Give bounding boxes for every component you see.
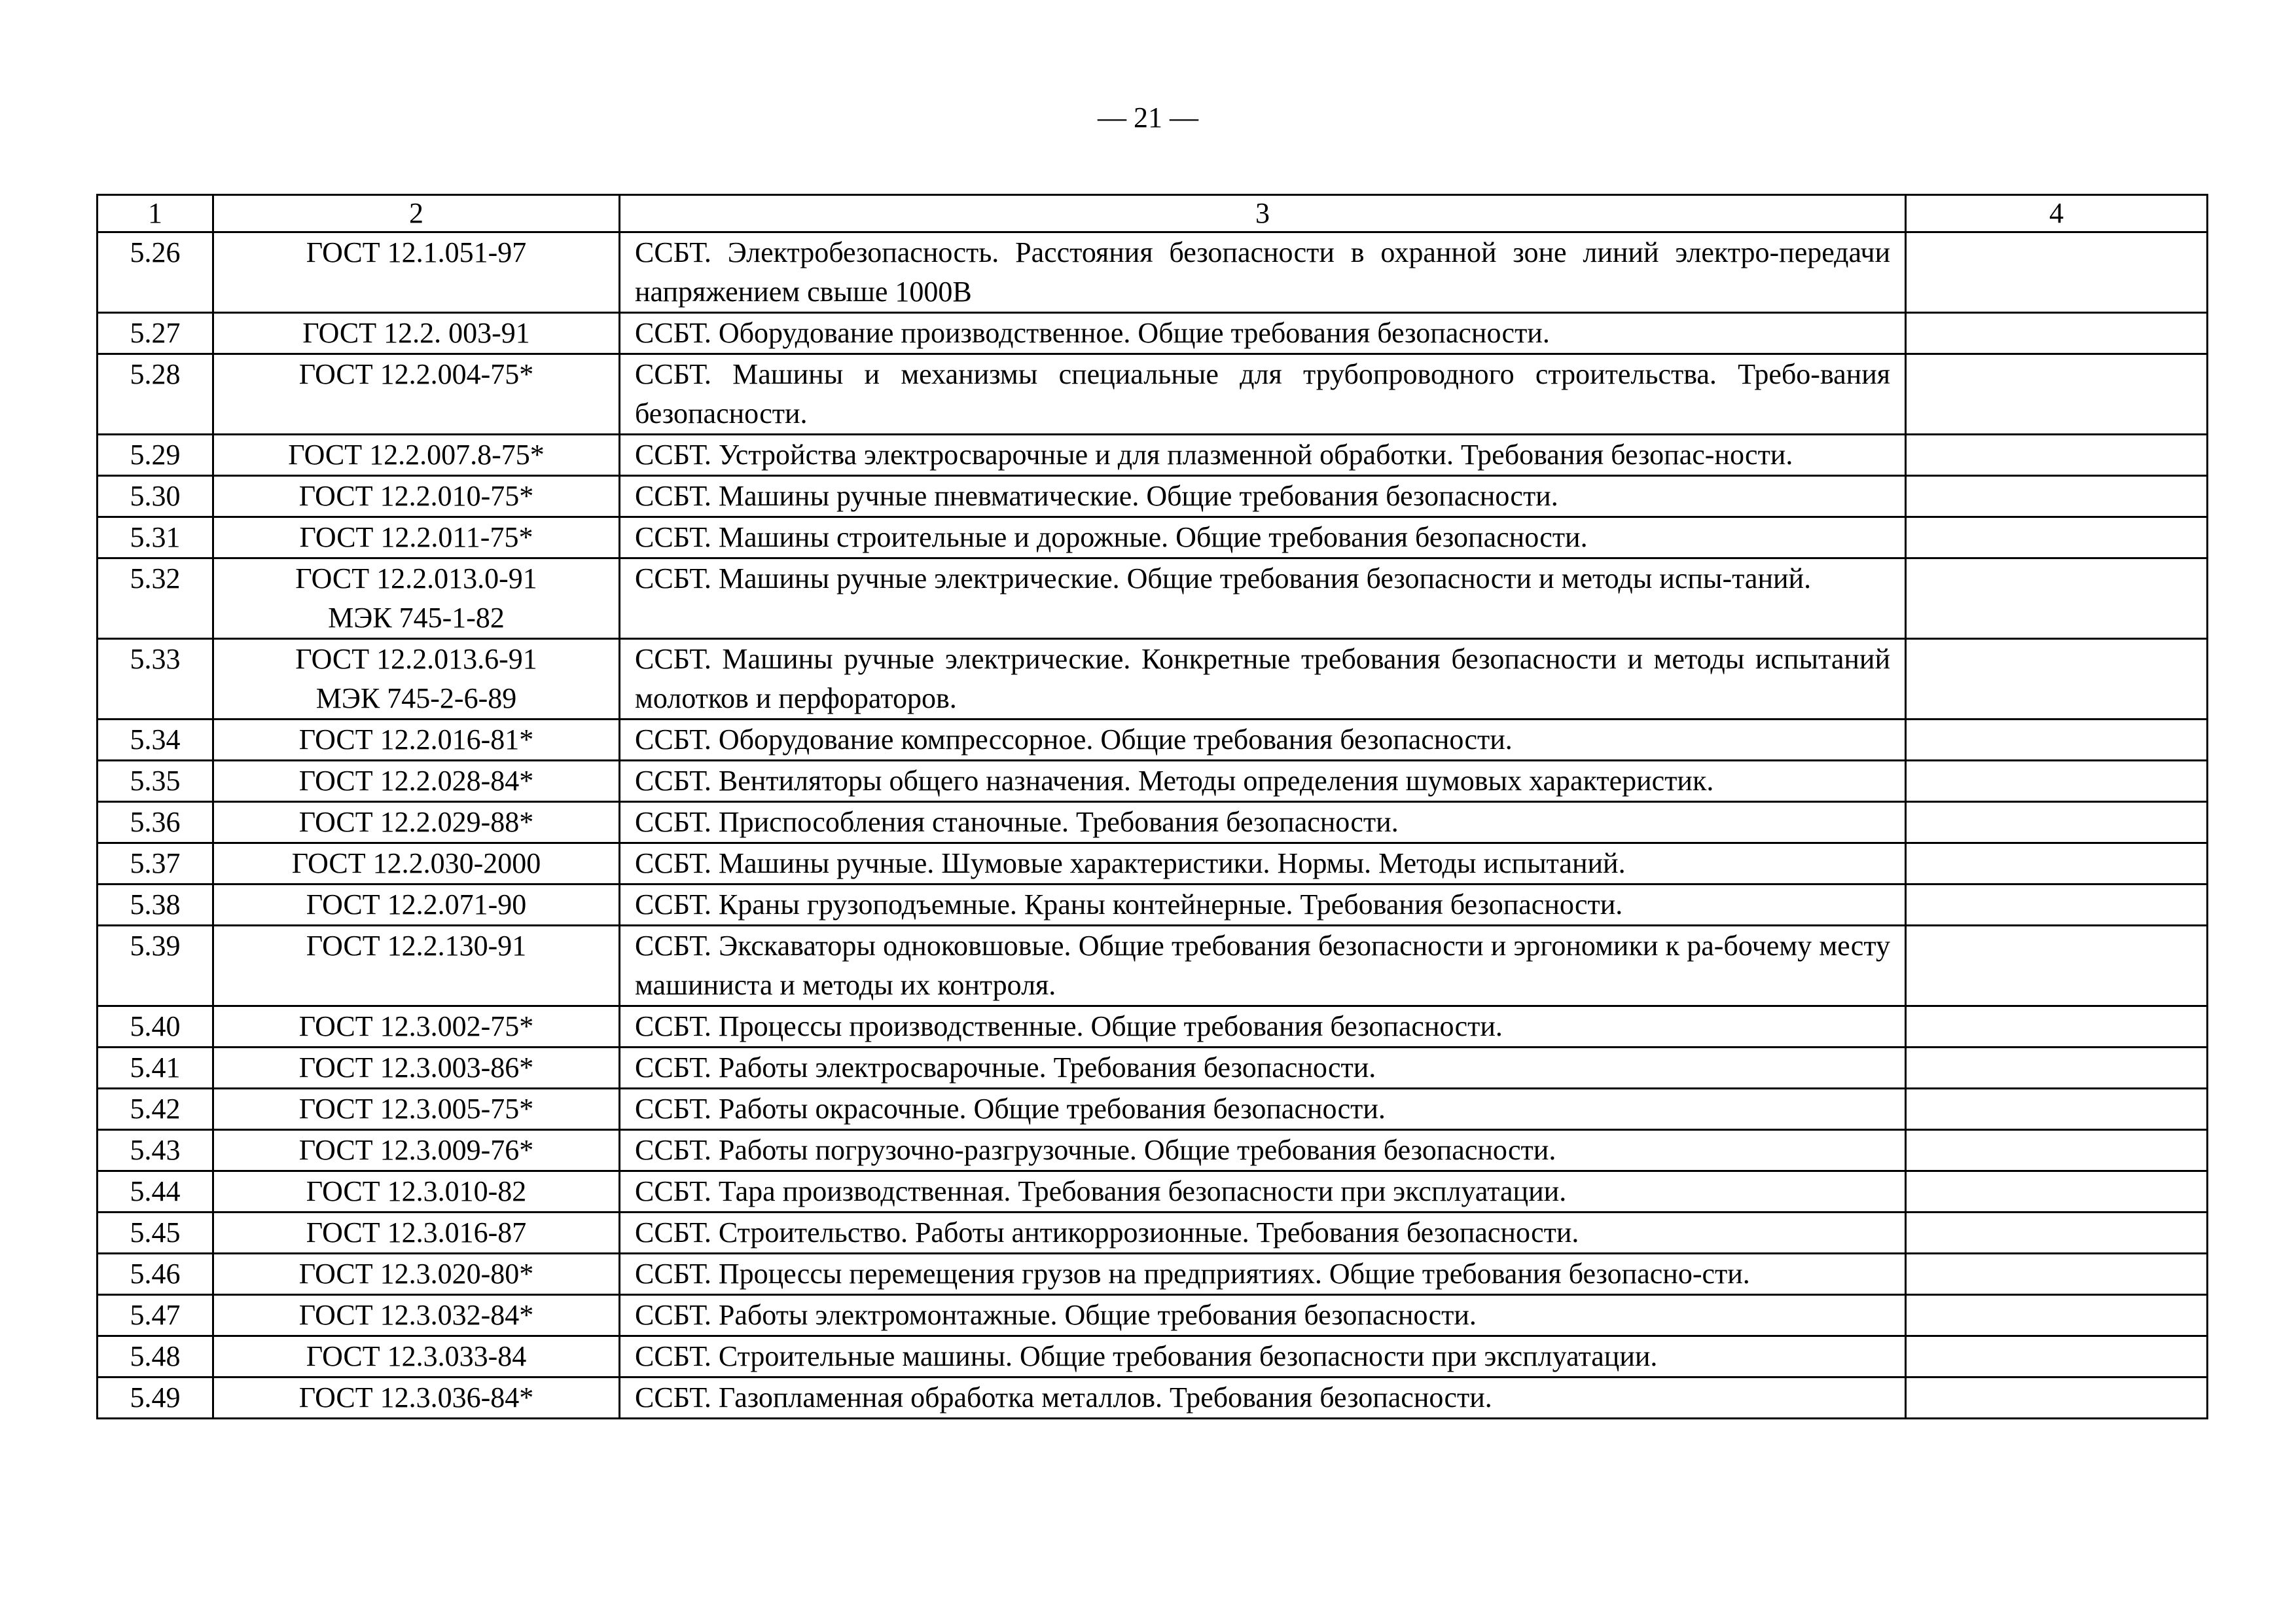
standard-designation	[213, 802, 620, 843]
standard-code: ГОСТ 12.2.028-84*	[298, 765, 534, 797]
standard-designation	[213, 1295, 620, 1336]
standard-title: ССБТ. Машины ручные. Шумовые характеристики. Нормы. Методы испытаний.	[620, 843, 1906, 884]
item-number: 5.28	[98, 354, 213, 435]
table-row	[98, 1254, 2208, 1295]
standard-code: ГОСТ 12.2.130-91	[306, 930, 527, 962]
standard-designation	[213, 1377, 620, 1419]
standard-title: ССБТ. Экскаваторы одноковшовые. Общие требования безопасности и эргономики к ра-бочему месту машиниста и методы их контроля.	[620, 926, 1906, 1006]
standard-title: ССБТ. Устройства электросварочные и для плазменной обработки. Требования безопас-ности.	[620, 435, 1906, 476]
header-cell-1: 1	[98, 195, 213, 232]
note-cell	[1906, 720, 2208, 761]
standard-designation	[213, 639, 620, 720]
standard-code: ГОСТ 12.3.033-84	[306, 1340, 527, 1372]
header-row	[98, 195, 2208, 232]
standard-code: ГОСТ 12.3.009-76*	[298, 1134, 534, 1166]
note-cell	[1906, 1089, 2208, 1130]
standard-designation	[213, 1254, 620, 1295]
note-cell	[1906, 558, 2208, 639]
note-cell	[1906, 761, 2208, 802]
standard-title: ССБТ. Строительные машины. Общие требования безопасности при эксплуатации.	[620, 1336, 1906, 1377]
standard-designation	[213, 1048, 620, 1089]
table-row	[98, 1089, 2208, 1130]
item-number: 5.41	[98, 1048, 213, 1089]
note-cell	[1906, 926, 2208, 1006]
standard-code: ГОСТ 12.2.007.8-75*	[288, 439, 545, 471]
item-number: 5.46	[98, 1254, 213, 1295]
standard-designation	[213, 558, 620, 639]
standard-designation	[213, 1213, 620, 1254]
item-number: 5.38	[98, 884, 213, 926]
note-cell	[1906, 476, 2208, 517]
table-row	[98, 884, 2208, 926]
item-number: 5.35	[98, 761, 213, 802]
standard-title: ССБТ. Машины строительные и дорожные. Общие требования безопасности.	[620, 517, 1906, 558]
table-body	[98, 195, 2208, 1419]
note-cell	[1906, 1336, 2208, 1377]
standard-designation	[213, 1006, 620, 1048]
table-row	[98, 1006, 2208, 1048]
header-cell-3: 3	[620, 195, 1906, 232]
note-cell	[1906, 1377, 2208, 1419]
table-row	[98, 1171, 2208, 1213]
standard-code: ГОСТ 12.2.011-75*	[299, 521, 533, 553]
standard-title: ССБТ. Тара производственная. Требования безопасности при эксплуатации.	[620, 1171, 1906, 1213]
standard-code: ГОСТ 12.3.016-87	[306, 1216, 527, 1249]
item-number: 5.32	[98, 558, 213, 639]
standard-title: ССБТ. Работы погрузочно-разгрузочные. Общие требования безопасности.	[620, 1130, 1906, 1171]
note-cell	[1906, 354, 2208, 435]
table-row	[98, 639, 2208, 720]
item-number: 5.39	[98, 926, 213, 1006]
standards-table	[96, 194, 2208, 1419]
table-row	[98, 1213, 2208, 1254]
table-row	[98, 517, 2208, 558]
note-cell	[1906, 435, 2208, 476]
item-number: 5.37	[98, 843, 213, 884]
standard-title: ССБТ. Электробезопасность. Расстояния безопасности в охранной зоне линий электро-передачи напряжением свыше 1000В	[620, 232, 1906, 313]
note-cell	[1906, 1295, 2208, 1336]
standard-code: ГОСТ 12.2.010-75*	[298, 480, 534, 512]
table-row	[98, 926, 2208, 1006]
standard-title: ССБТ. Оборудование производственное. Общие требования безопасности.	[620, 313, 1906, 354]
standard-title: ССБТ. Процессы производственные. Общие требования безопасности.	[620, 1006, 1906, 1048]
standard-code: МЭК 745-1-82	[328, 602, 505, 634]
note-cell	[1906, 884, 2208, 926]
item-number: 5.44	[98, 1171, 213, 1213]
item-number: 5.30	[98, 476, 213, 517]
standard-code: ГОСТ 12.2. 003-91	[302, 317, 530, 349]
standard-code: МЭК 745-2-6-89	[315, 682, 517, 714]
item-number: 5.48	[98, 1336, 213, 1377]
standard-code: ГОСТ 12.3.010-82	[306, 1175, 527, 1207]
standard-title: ССБТ. Машины ручные электрические. Общие требования безопасности и методы испы-таний.	[620, 558, 1906, 639]
page-number: — 21 —	[1098, 101, 1198, 134]
standard-title: ССБТ. Процессы перемещения грузов на предприятиях. Общие требования безопасно-сти.	[620, 1254, 1906, 1295]
note-cell	[1906, 517, 2208, 558]
item-number: 5.27	[98, 313, 213, 354]
standard-designation	[213, 1336, 620, 1377]
standard-code: ГОСТ 12.2.013.0-91	[295, 562, 537, 594]
note-cell	[1906, 1006, 2208, 1048]
standard-designation	[213, 1089, 620, 1130]
note-cell	[1906, 1130, 2208, 1171]
table-row	[98, 761, 2208, 802]
item-number: 5.33	[98, 639, 213, 720]
standard-title: ССБТ. Газопламенная обработка металлов. Требования безопасности.	[620, 1377, 1906, 1419]
table-row	[98, 232, 2208, 313]
standard-title: ССБТ. Машины и механизмы специальные для трубопроводного строительства. Требо-вания безопасности.	[620, 354, 1906, 435]
standard-designation	[213, 476, 620, 517]
standard-code: ГОСТ 12.2.016-81*	[298, 723, 534, 756]
item-number: 5.40	[98, 1006, 213, 1048]
table-row	[98, 1295, 2208, 1336]
note-cell	[1906, 1254, 2208, 1295]
standard-designation	[213, 1130, 620, 1171]
standard-title: ССБТ. Приспособления станочные. Требования безопасности.	[620, 802, 1906, 843]
standard-title: ССБТ. Оборудование компрессорное. Общие требования безопасности.	[620, 720, 1906, 761]
standard-title: ССБТ. Машины ручные электрические. Конкретные требования безопасности и методы испытаний молотков и перфораторов.	[620, 639, 1906, 720]
table-row	[98, 435, 2208, 476]
standard-designation	[213, 761, 620, 802]
item-number: 5.36	[98, 802, 213, 843]
standard-title: ССБТ. Работы электромонтажные. Общие требования безопасности.	[620, 1295, 1906, 1336]
table-row	[98, 313, 2208, 354]
standard-title: ССБТ. Краны грузоподъемные. Краны контейнерные. Требования безопасности.	[620, 884, 1906, 926]
standard-code: ГОСТ 12.3.002-75*	[298, 1010, 534, 1042]
standard-code: ГОСТ 12.2.004-75*	[298, 358, 534, 390]
standard-code: ГОСТ 12.3.020-80*	[298, 1258, 534, 1290]
table-row	[98, 1377, 2208, 1419]
note-cell	[1906, 1048, 2208, 1089]
table-row	[98, 1048, 2208, 1089]
item-number: 5.26	[98, 232, 213, 313]
standard-code: ГОСТ 12.2.030-2000	[291, 847, 541, 879]
standard-designation	[213, 1171, 620, 1213]
standard-title: ССБТ. Строительство. Работы антикоррозионные. Требования безопасности.	[620, 1213, 1906, 1254]
standard-code: ГОСТ 12.3.003-86*	[298, 1051, 534, 1084]
header-cell-2: 2	[213, 195, 620, 232]
note-cell	[1906, 843, 2208, 884]
item-number: 5.34	[98, 720, 213, 761]
item-number: 5.49	[98, 1377, 213, 1419]
table-row	[98, 802, 2208, 843]
note-cell	[1906, 313, 2208, 354]
standard-title: ССБТ. Вентиляторы общего назначения. Методы определения шумовых характеристик.	[620, 761, 1906, 802]
item-number: 5.42	[98, 1089, 213, 1130]
item-number: 5.47	[98, 1295, 213, 1336]
table-row	[98, 1336, 2208, 1377]
standard-title: ССБТ. Машины ручные пневматические. Общие требования безопасности.	[620, 476, 1906, 517]
table-row	[98, 558, 2208, 639]
standard-code: ГОСТ 12.3.036-84*	[298, 1381, 534, 1413]
table-row	[98, 354, 2208, 435]
note-cell	[1906, 1171, 2208, 1213]
item-number: 5.45	[98, 1213, 213, 1254]
standard-designation	[213, 843, 620, 884]
note-cell	[1906, 639, 2208, 720]
standard-designation	[213, 435, 620, 476]
table-row	[98, 1130, 2208, 1171]
standard-designation	[213, 313, 620, 354]
note-cell	[1906, 1213, 2208, 1254]
standard-title: ССБТ. Работы электросварочные. Требования безопасности.	[620, 1048, 1906, 1089]
item-number: 5.43	[98, 1130, 213, 1171]
table-row	[98, 720, 2208, 761]
standard-code: ГОСТ 12.1.051-97	[306, 236, 527, 268]
table-row	[98, 476, 2208, 517]
note-cell	[1906, 802, 2208, 843]
standard-code: ГОСТ 12.2.071-90	[306, 888, 527, 921]
standard-code: ГОСТ 12.3.032-84*	[298, 1299, 534, 1331]
standard-designation	[213, 232, 620, 313]
note-cell	[1906, 232, 2208, 313]
table-row	[98, 843, 2208, 884]
item-number: 5.31	[98, 517, 213, 558]
standard-designation	[213, 354, 620, 435]
standard-designation	[213, 926, 620, 1006]
standard-designation	[213, 517, 620, 558]
standard-code: ГОСТ 12.3.005-75*	[298, 1093, 534, 1125]
item-number: 5.29	[98, 435, 213, 476]
standard-code: ГОСТ 12.2.013.6-91	[295, 643, 537, 675]
header-cell-4: 4	[1906, 195, 2208, 232]
standard-designation	[213, 720, 620, 761]
standard-code: ГОСТ 12.2.029-88*	[298, 806, 534, 838]
standard-designation	[213, 884, 620, 926]
standard-title: ССБТ. Работы окрасочные. Общие требования безопасности.	[620, 1089, 1906, 1130]
